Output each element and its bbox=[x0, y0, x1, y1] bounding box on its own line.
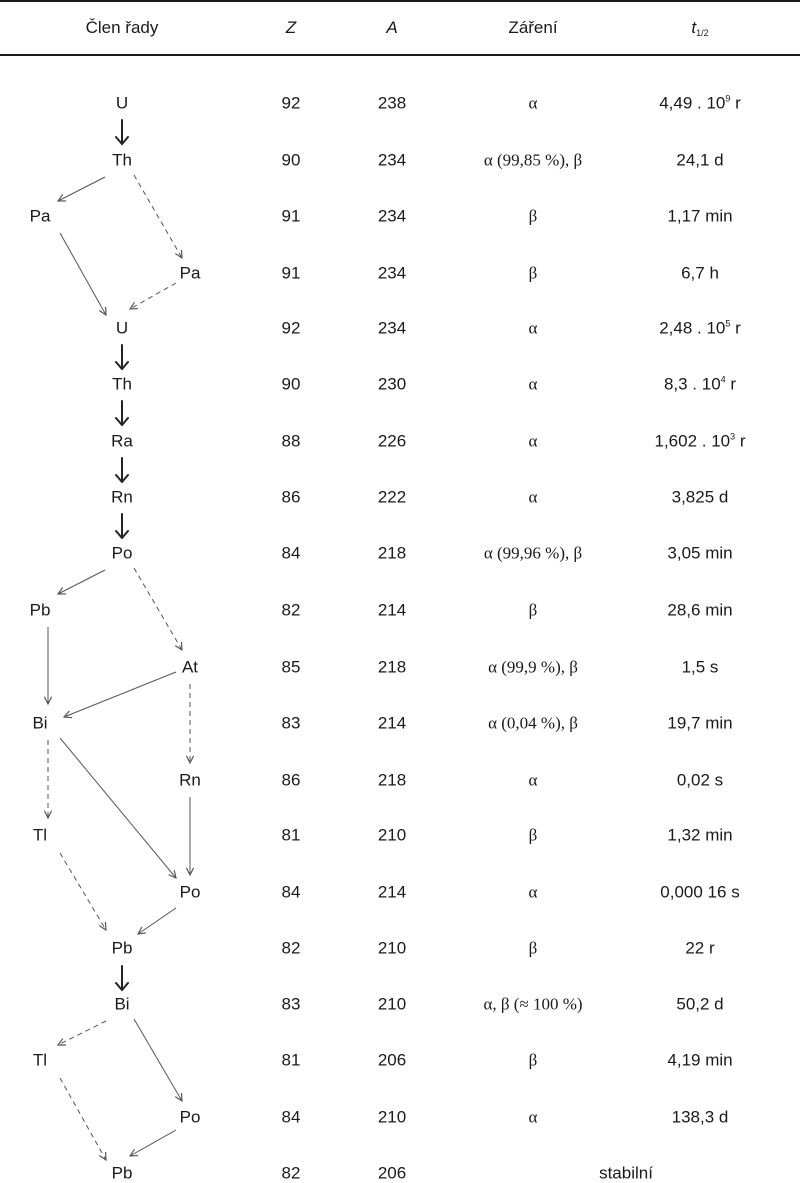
proton-number: 90 bbox=[281, 374, 301, 394]
main-decay-arrow bbox=[116, 120, 128, 144]
half-life: 2,48 . $10^5$ r bbox=[659, 318, 741, 338]
mass-number: 234 bbox=[377, 150, 407, 170]
proton-number: 82 bbox=[281, 600, 301, 620]
nuclide-po: Po bbox=[179, 882, 201, 902]
nuclide-pa: Pa bbox=[29, 206, 51, 226]
radiation-type: α (99,9 %), β bbox=[488, 657, 578, 677]
main-decay-arrow bbox=[116, 345, 128, 369]
beta-branch-arrow bbox=[134, 175, 182, 258]
header-z: Z bbox=[285, 18, 297, 37]
radiation-type: β bbox=[528, 263, 538, 283]
mass-number: 234 bbox=[377, 206, 407, 226]
proton-number: 82 bbox=[281, 1163, 301, 1183]
proton-number: 84 bbox=[281, 1107, 301, 1127]
beta-branch-arrow bbox=[134, 568, 182, 650]
radiation-type: α (99,85 %), β bbox=[483, 150, 583, 170]
nuclide-rn: Rn bbox=[111, 487, 133, 507]
mass-number: 210 bbox=[377, 1107, 407, 1127]
radiation-type: β bbox=[528, 206, 538, 226]
proton-number: 85 bbox=[281, 657, 301, 677]
half-life: 8,3 . $10^4$ r bbox=[663, 374, 737, 394]
nuclide-bi: Bi bbox=[32, 713, 48, 733]
header-radiation: Záření bbox=[508, 18, 558, 37]
radiation-type: α bbox=[528, 1107, 538, 1127]
nuclide-ra: Ra bbox=[111, 431, 133, 451]
radiation-type: α bbox=[528, 487, 538, 507]
mass-number: 218 bbox=[377, 770, 407, 790]
mass-number: 214 bbox=[377, 882, 407, 902]
radiation-type: α bbox=[528, 431, 538, 451]
proton-number: 81 bbox=[281, 1050, 301, 1070]
nuclide-th: Th bbox=[112, 150, 132, 170]
main-decay-arrow bbox=[116, 458, 128, 482]
decay-arrow bbox=[58, 570, 105, 594]
mass-number: 210 bbox=[377, 825, 407, 845]
mass-number: 214 bbox=[377, 600, 407, 620]
mass-number: 210 bbox=[377, 994, 407, 1014]
half-life: 50,2 d bbox=[676, 994, 724, 1014]
radiation-type: β bbox=[528, 938, 538, 958]
proton-number: 86 bbox=[281, 770, 301, 790]
nuclide-po: Po bbox=[111, 543, 133, 563]
nuclide-u: U bbox=[115, 93, 129, 113]
half-life: 4,49 . $10^9$ r bbox=[659, 93, 741, 113]
proton-number: 91 bbox=[281, 206, 301, 226]
mass-number: 218 bbox=[377, 543, 407, 563]
proton-number: 88 bbox=[281, 431, 301, 451]
nuclide-rn: Rn bbox=[179, 770, 201, 790]
radiation-type: α bbox=[528, 882, 538, 902]
main-decay-arrow bbox=[116, 401, 128, 425]
decay-arrow bbox=[130, 1130, 176, 1156]
half-life: 0,02 s bbox=[676, 770, 724, 790]
half-life: 22 r bbox=[685, 938, 715, 958]
half-life: 1,602 . $10^3$ r bbox=[654, 431, 746, 451]
mass-number: 206 bbox=[377, 1163, 407, 1183]
mass-number: 214 bbox=[377, 713, 407, 733]
radiation-type: α (0,04 %), β bbox=[488, 713, 578, 733]
half-life: 3,825 d bbox=[671, 487, 729, 507]
mass-number: 210 bbox=[377, 938, 407, 958]
mass-number: 206 bbox=[377, 1050, 407, 1070]
proton-number: 92 bbox=[281, 93, 301, 113]
mass-number: 238 bbox=[377, 93, 407, 113]
nuclide-u: U bbox=[115, 318, 129, 338]
mass-number: 230 bbox=[377, 374, 407, 394]
decay-arrow bbox=[134, 1019, 182, 1101]
decay-arrow bbox=[60, 738, 176, 878]
header-rule bbox=[0, 54, 800, 56]
half-life: 1,32 min bbox=[667, 825, 733, 845]
radiation-type: α (99,96 %), β bbox=[483, 543, 583, 563]
proton-number: 81 bbox=[281, 825, 301, 845]
nuclide-po: Po bbox=[179, 1107, 201, 1127]
radiation-type: α, β (≈ 100 %) bbox=[483, 994, 583, 1014]
header-halflife: $t_{1/2}$ bbox=[691, 18, 709, 38]
nuclide-bi: Bi bbox=[114, 994, 130, 1014]
radiation-type: β bbox=[528, 600, 538, 620]
decay-arrow bbox=[64, 672, 176, 717]
proton-number: 91 bbox=[281, 263, 301, 283]
half-life: 19,7 min bbox=[667, 713, 733, 733]
proton-number: 92 bbox=[281, 318, 301, 338]
mass-number: 226 bbox=[377, 431, 407, 451]
nuclide-tl: Tl bbox=[32, 1050, 48, 1070]
proton-number: 82 bbox=[281, 938, 301, 958]
proton-number: 84 bbox=[281, 543, 301, 563]
proton-number: 83 bbox=[281, 994, 301, 1014]
beta-branch-arrow bbox=[58, 1021, 106, 1045]
top-rule bbox=[0, 0, 800, 2]
beta-branch-arrow bbox=[60, 1078, 106, 1160]
beta-branch-arrow bbox=[60, 853, 106, 930]
mass-number: 218 bbox=[377, 657, 407, 677]
mass-number: 234 bbox=[377, 263, 407, 283]
half-life: 1,17 min bbox=[667, 206, 733, 226]
nuclide-pb: Pb bbox=[29, 600, 51, 620]
main-decay-arrow bbox=[116, 966, 128, 990]
half-life: 138,3 d bbox=[671, 1107, 729, 1127]
half-life: 28,6 min bbox=[667, 600, 733, 620]
radiation-type: α bbox=[528, 374, 538, 394]
half-life: 0,000 16 s bbox=[660, 882, 740, 902]
beta-branch-arrow bbox=[130, 283, 176, 309]
nuclide-th: Th bbox=[112, 374, 132, 394]
header-member: Člen řady bbox=[85, 18, 159, 37]
main-decay-arrow bbox=[116, 514, 128, 538]
radiation-type: α bbox=[528, 318, 538, 338]
radiation-type: β bbox=[528, 1050, 538, 1070]
decay-arrow bbox=[138, 908, 176, 934]
nuclide-pb: Pb bbox=[111, 1163, 133, 1183]
half-life: 3,05 min bbox=[667, 543, 733, 563]
radiation-type: α bbox=[528, 93, 538, 113]
radiation-type: β bbox=[528, 825, 538, 845]
decay-arrow bbox=[60, 233, 106, 315]
mass-number: 234 bbox=[377, 318, 407, 338]
half-life: 6,7 h bbox=[681, 263, 719, 283]
nuclide-tl: Tl bbox=[32, 825, 48, 845]
half-life: stabilní bbox=[599, 1163, 653, 1183]
nuclide-pb: Pb bbox=[111, 938, 133, 958]
half-life: 1,5 s bbox=[681, 657, 719, 677]
radiation-type: α bbox=[528, 770, 538, 790]
proton-number: 86 bbox=[281, 487, 301, 507]
proton-number: 83 bbox=[281, 713, 301, 733]
half-life: 24,1 d bbox=[676, 150, 724, 170]
header-a: A bbox=[386, 18, 398, 37]
nuclide-pa: Pa bbox=[179, 263, 201, 283]
proton-number: 90 bbox=[281, 150, 301, 170]
nuclide-at: At bbox=[181, 657, 199, 677]
decay-arrow bbox=[58, 177, 105, 201]
mass-number: 222 bbox=[377, 487, 407, 507]
half-life: 4,19 min bbox=[667, 1050, 733, 1070]
proton-number: 84 bbox=[281, 882, 301, 902]
